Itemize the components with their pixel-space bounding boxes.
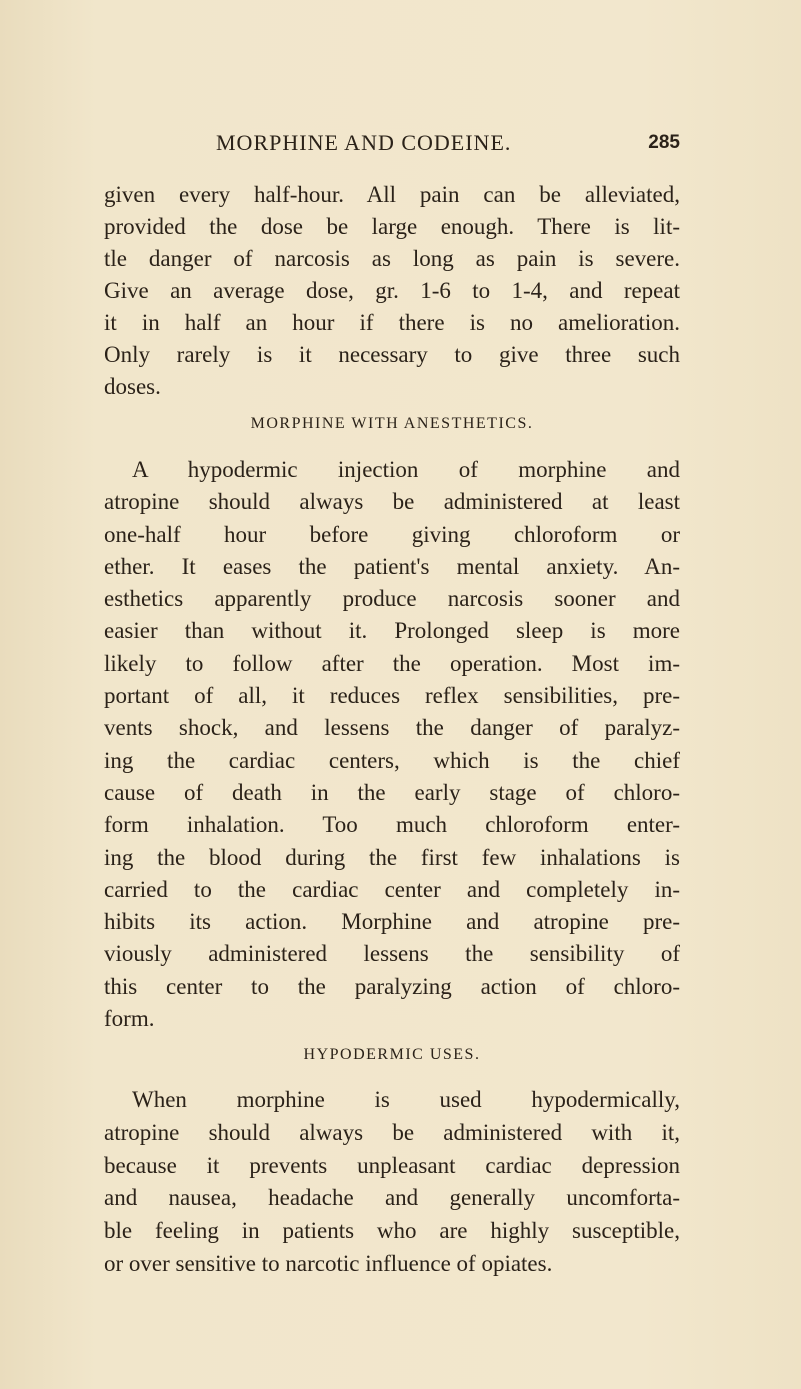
text-line: it in half an hour if there is no amelioration. [104,310,680,335]
text-line: ing the blood during the first few inhalations is [104,844,680,870]
text-line: provided the dose be large enough. There is lit- [104,214,680,239]
text-line: or over sensitive to narcotic influence of opiates. [104,1250,553,1276]
paragraph-anesthetics [104,454,680,1035]
text-line: tle danger of narcosis as long as pain is severe. [104,246,680,271]
text-line: one-half hour before giving chloroform or [104,521,680,547]
text-line: viously administered lessens the sensibility of [104,941,680,967]
text-line: carried to the cardiac center and completely in- [104,876,680,902]
text-line: given every half-hour. All pain can be alleviated, [104,182,680,207]
text-line: easier than without it. Prolonged sleep is more [104,618,680,644]
text-line: ing the cardiac centers, which is the chief [104,747,680,773]
text-line: atropine should always be administered with it, [104,1119,680,1145]
text-line: esthetics apparently produce narcosis sooner and [104,586,680,612]
paragraph-dosage [104,179,680,403]
text-line: vents shock, and lessens the danger of paralyz- [104,715,680,741]
text-line: portant of all, it reduces reflex sensibilities, pre- [104,683,680,709]
chapter-title: MORPHINE AND CODEINE. [216,130,512,155]
text-line: ether. It eases the patient's mental anxiety. An- [104,553,680,579]
paragraph-hypodermic [104,1084,680,1281]
text-line: likely to follow after the operation. Most im- [104,650,680,676]
running-header [104,129,680,159]
text-line: Give an average dose, gr. 1-6 to 1-4, and repeat [104,278,680,303]
text-line: form. [104,1006,155,1032]
text-line: this center to the paralyzing action of chloro- [104,973,680,999]
text-line: hibits its action. Morphine and atropine pre- [104,909,680,935]
text-line: cause of death in the early stage of chloro- [104,779,680,805]
text-line: form inhalation. Too much chloroform enter- [104,812,680,838]
text-line: because it prevents unpleasant cardiac depression [104,1152,680,1178]
text-line: When morphine is used hypodermically, [132,1087,680,1112]
page-number: 285 [648,132,680,153]
text-line: Only rarely is it necessary to give three such [104,342,680,367]
text-line: and nausea, headache and generally uncomforta- [104,1185,680,1211]
text-line: A hypodermic injection of morphine and [132,457,680,482]
text-line: ble feeling in patients who are highly susceptible, [104,1218,680,1244]
text-line: atropine should always be administered at least [104,489,680,515]
text-line: doses. [104,374,161,399]
section-heading-anesthetics: MORPHINE WITH ANESTHETICS. [250,415,534,432]
section-heading-hypodermic: HYPODERMIC USES. [303,1046,481,1063]
